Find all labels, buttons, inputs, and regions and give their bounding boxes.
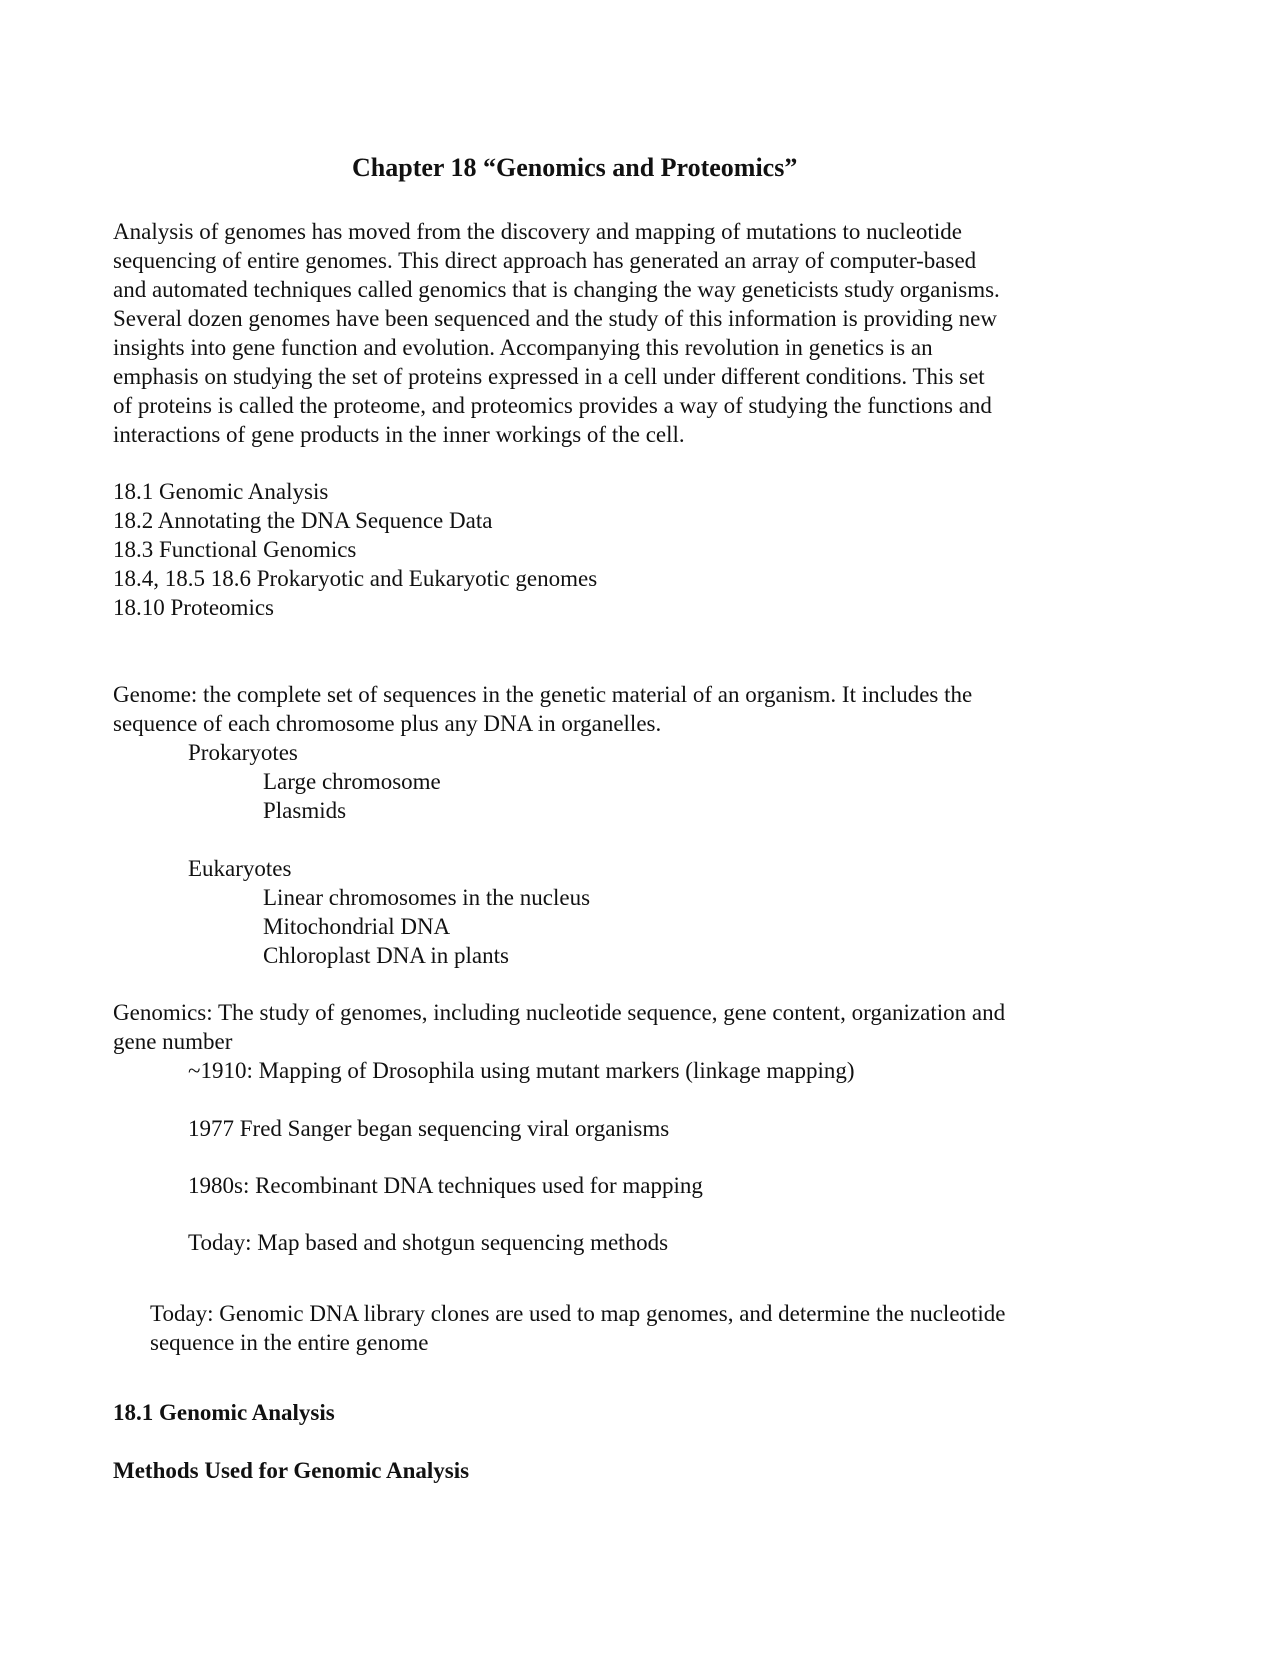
list-item: Plasmids	[263, 798, 347, 823]
list-item: Large chromosome	[263, 769, 441, 794]
chapter-title: Chapter 18 “Genomics and Proteomics”	[352, 153, 798, 182]
intro-line: emphasis on studying the set of proteins expressed in a cell under different conditions. This set	[113, 364, 985, 389]
genome-definition-line: sequence of each chromosome plus any DNA in organelles.	[113, 711, 662, 736]
intro-line: Several dozen genomes have been sequenced and the study of this information is providing new	[113, 306, 997, 331]
list-item: Chloroplast DNA in plants	[263, 943, 509, 968]
genomics-definition-line: gene number	[113, 1029, 233, 1054]
today-note-line: Today: Genomic DNA library clones are used to map genomes, and determine the nucleotide	[150, 1301, 1006, 1326]
prokaryotes-heading: Prokaryotes	[188, 740, 298, 765]
toc-item: 18.4, 18.5 18.6 Prokaryotic and Eukaryotic genomes	[113, 566, 598, 591]
genomics-definition-line: Genomics: The study of genomes, including nucleotide sequence, gene content, organization and	[113, 1000, 1006, 1025]
toc-item: 18.3 Functional Genomics	[113, 537, 357, 562]
today-note-line: sequence in the entire genome	[150, 1330, 429, 1355]
eukaryotes-heading: Eukaryotes	[188, 856, 292, 881]
list-item: Linear chromosomes in the nucleus	[263, 885, 591, 910]
subsection-heading: Methods Used for Genomic Analysis	[113, 1458, 470, 1483]
timeline-item: ~1910: Mapping of Drosophila using mutant markers (linkage mapping)	[188, 1058, 855, 1083]
genome-definition-line: Genome: the complete set of sequences in the genetic material of an organism. It includes the	[113, 682, 973, 707]
toc-item: 18.2 Annotating the DNA Sequence Data	[113, 508, 493, 533]
intro-line: of proteins is called the proteome, and proteomics provides a way of studying the functions and	[113, 393, 992, 418]
section-heading: 18.1 Genomic Analysis	[113, 1400, 335, 1425]
intro-line: sequencing of entire genomes. This direct approach has generated an array of computer-based	[113, 248, 977, 273]
timeline-item: 1980s: Recombinant DNA techniques used for mapping	[188, 1173, 703, 1198]
intro-line: insights into gene function and evolution. Accompanying this revolution in genetics is an	[113, 335, 933, 360]
timeline-item: Today: Map based and shotgun sequencing methods	[188, 1230, 669, 1255]
intro-line: Analysis of genomes has moved from the discovery and mapping of mutations to nucleotide	[113, 219, 962, 244]
timeline-item: 1977 Fred Sanger began sequencing viral organisms	[188, 1116, 670, 1141]
intro-line: and automated techniques called genomics that is changing the way geneticists study organisms.	[113, 277, 1000, 302]
toc-item: 18.10 Proteomics	[113, 595, 274, 620]
intro-line: interactions of gene products in the inner workings of the cell.	[113, 422, 685, 447]
list-item: Mitochondrial DNA	[263, 914, 451, 939]
toc-item: 18.1 Genomic Analysis	[113, 479, 329, 504]
